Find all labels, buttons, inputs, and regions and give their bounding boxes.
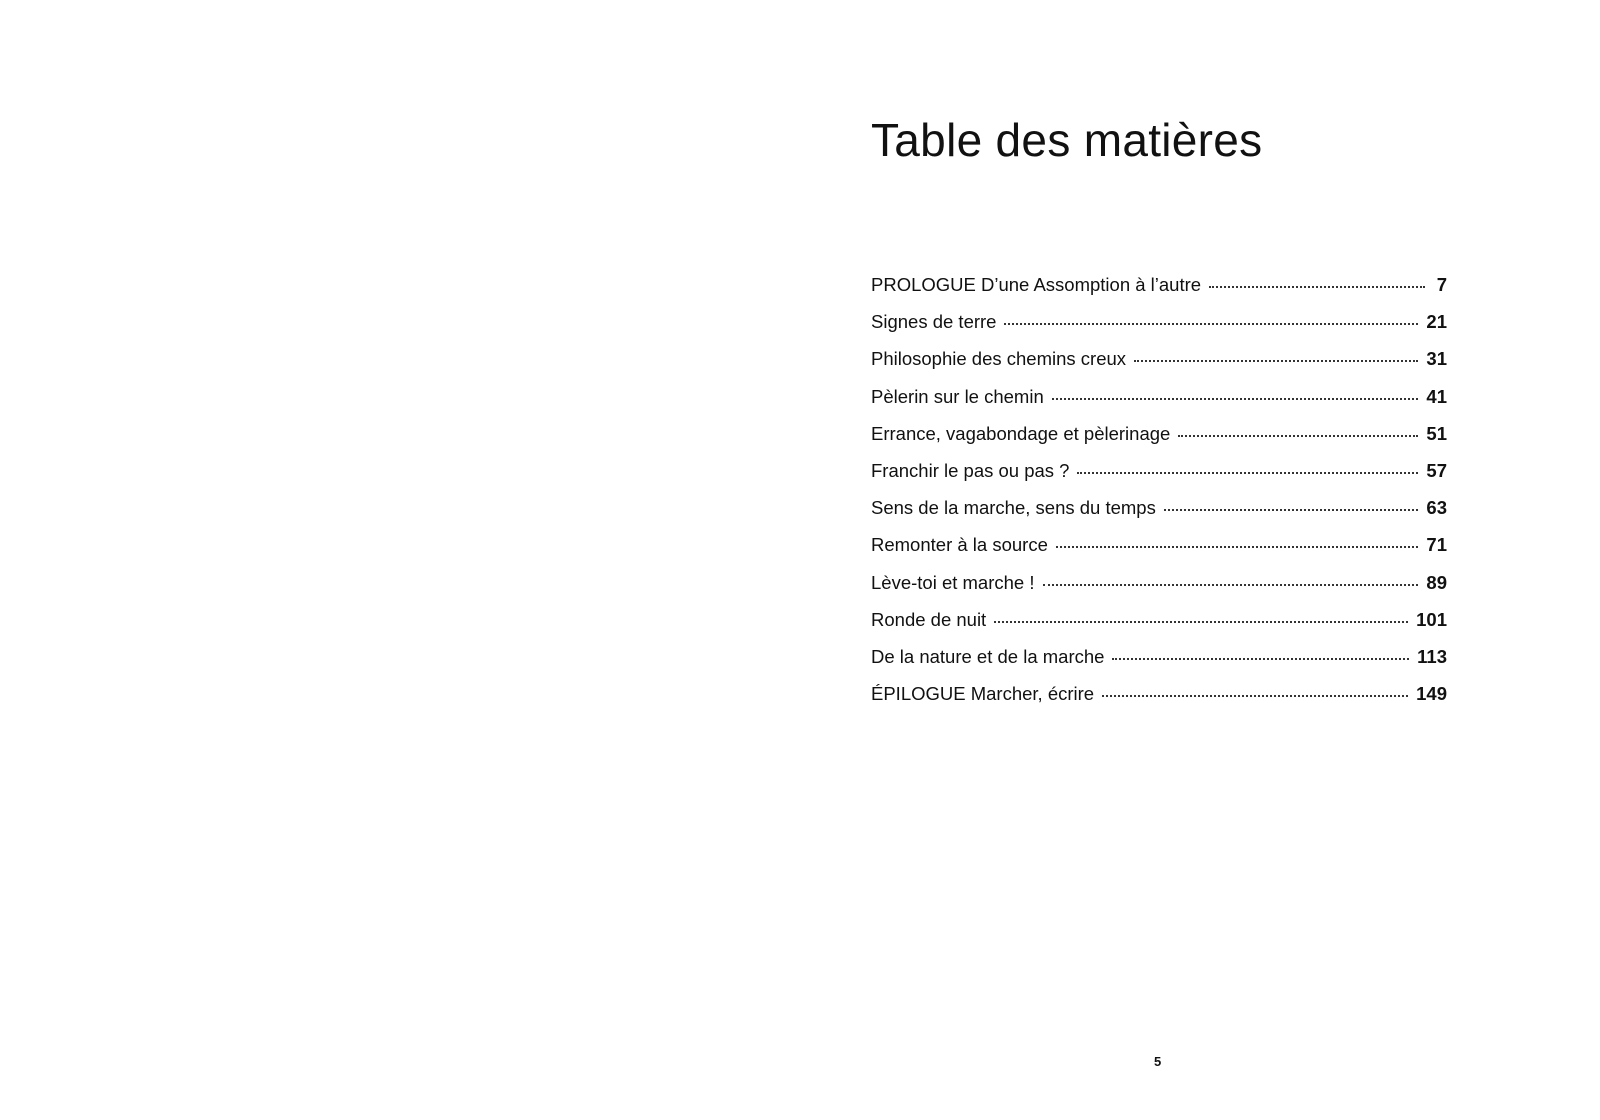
dot-leader <box>1052 398 1419 400</box>
toc-entry-page: 51 <box>1426 422 1447 444</box>
right-page <box>800 0 1600 1120</box>
toc-entry-title: De la nature et de la marche <box>871 645 1105 667</box>
toc-entry <box>871 679 1447 716</box>
toc-entry-page: 57 <box>1426 459 1447 481</box>
toc-entry-page: 41 <box>1426 385 1447 407</box>
toc-entry-page: 7 <box>1436 274 1447 295</box>
toc-entry-page: 101 <box>1416 608 1447 630</box>
toc-entry-page: 21 <box>1426 311 1447 333</box>
page-title: Table des matières <box>871 114 1263 166</box>
toc-entry-page: 63 <box>1426 497 1447 519</box>
toc-entry <box>871 307 1447 344</box>
toc-entry <box>871 382 1447 419</box>
toc-entry <box>871 456 1447 493</box>
dot-leader <box>1209 286 1425 288</box>
toc-entry <box>871 419 1447 456</box>
dot-leader <box>1134 360 1418 362</box>
toc-entry-title: Ronde de nuit <box>871 608 987 630</box>
toc-entry-title: Lève-toi et marche ! <box>871 571 1035 593</box>
toc-entry-title: Pèlerin sur le chemin <box>871 385 1044 407</box>
dot-leader <box>1043 584 1419 586</box>
dot-leader <box>1056 546 1419 548</box>
toc-entry-title: Sens de la marche, sens du temps <box>871 497 1156 519</box>
toc-entry-title: Signes de terre <box>871 311 997 333</box>
toc-entry-page: 113 <box>1417 645 1447 667</box>
toc-entry <box>871 344 1447 381</box>
toc-entry-title: Remonter à la source <box>871 534 1048 556</box>
toc-entry <box>871 493 1447 530</box>
dot-leader <box>1112 658 1409 660</box>
page-number: 5 <box>1154 1054 1162 1069</box>
toc-entry-title: Errance, vagabondage et pèlerinage <box>871 422 1171 444</box>
toc-entry <box>871 605 1447 642</box>
toc-entry-title: PROLOGUE D’une Assomption à l’autre <box>871 274 1202 295</box>
toc-entry-title: Franchir le pas ou pas ? <box>871 459 1070 481</box>
dot-leader <box>1102 695 1408 697</box>
toc-entry-title: ÉPILOGUE Marcher, écrire <box>871 683 1095 705</box>
toc-entry <box>871 568 1447 605</box>
dot-leader <box>1077 472 1418 474</box>
toc-entry-page: 149 <box>1416 683 1447 705</box>
toc-entry <box>871 530 1447 567</box>
toc-entry <box>871 270 1447 307</box>
toc-entry-page: 31 <box>1426 348 1447 370</box>
toc-entry-page: 71 <box>1426 534 1447 556</box>
dot-leader <box>1178 435 1418 437</box>
dot-leader <box>1004 323 1418 325</box>
table-of-contents <box>871 270 1447 716</box>
dot-leader <box>994 621 1408 623</box>
toc-entry-title: Philosophie des chemins creux <box>871 348 1127 370</box>
dot-leader <box>1164 509 1419 511</box>
toc-entry-page: 89 <box>1426 571 1447 593</box>
toc-entry <box>871 642 1447 679</box>
